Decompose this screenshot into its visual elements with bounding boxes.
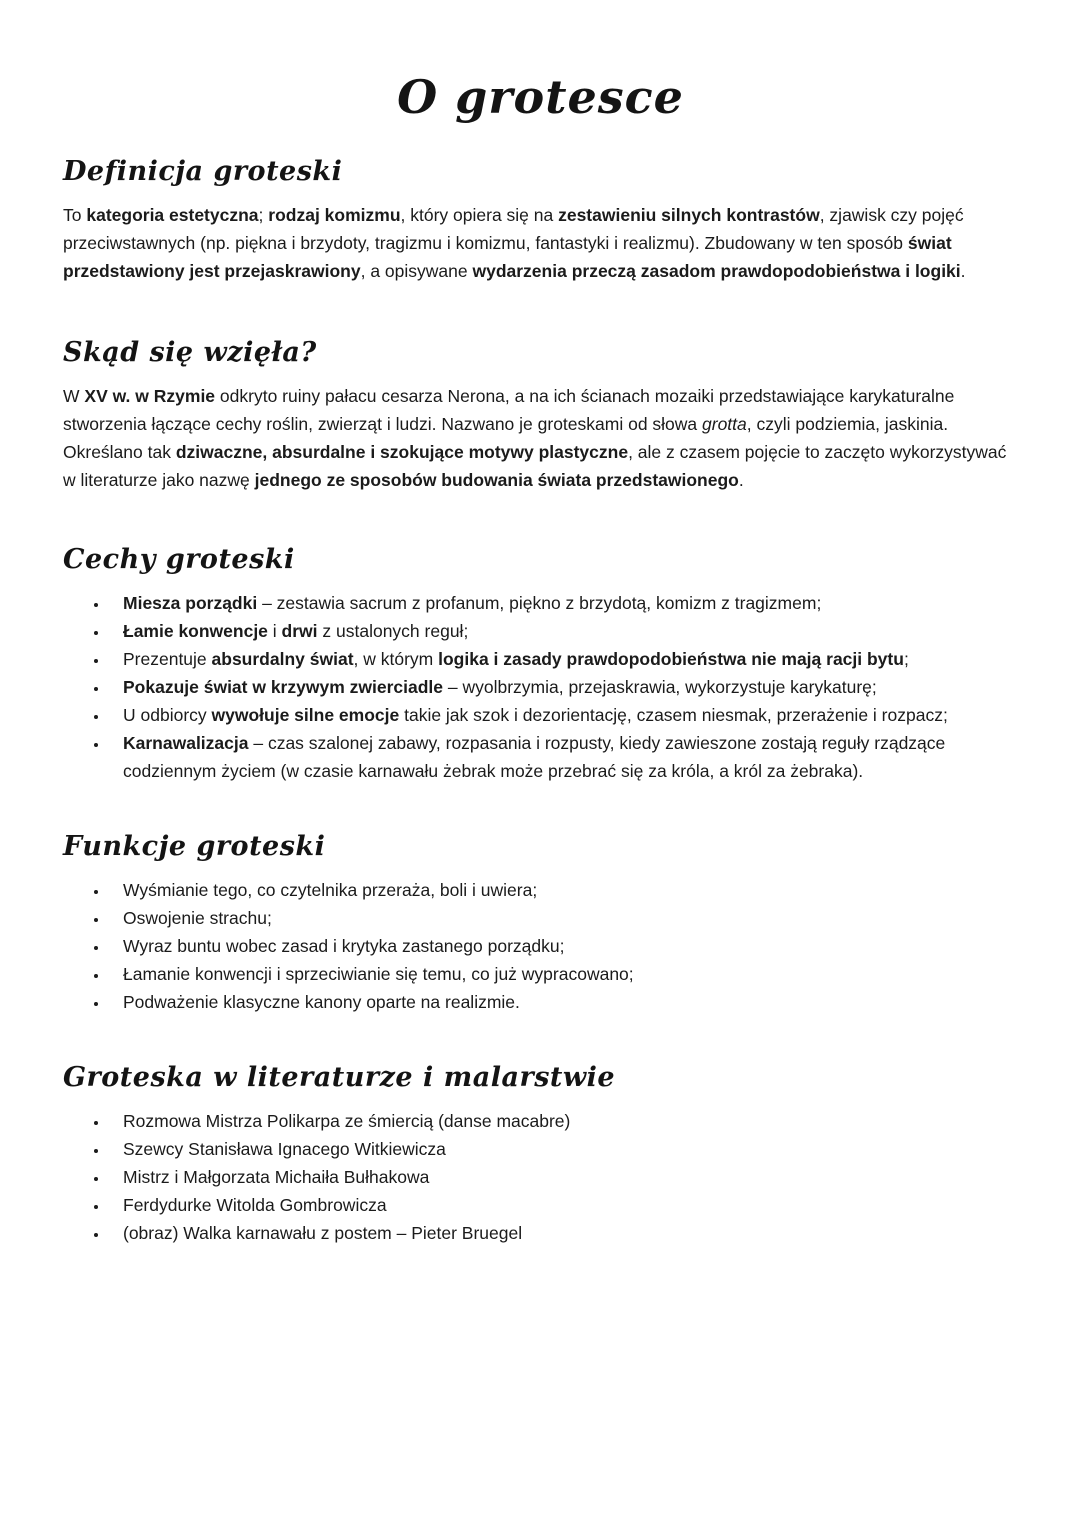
text-run: i (267, 621, 282, 641)
section-heading-cechy: Cechy groteski (63, 544, 295, 575)
text-run: kategoria estetyczna (86, 205, 259, 225)
text-run: To (63, 205, 87, 225)
text-run: U odbiorcy (123, 705, 212, 725)
text-run: ; (258, 205, 269, 225)
list-item (109, 589, 993, 617)
text-run: Podważenie klasyczne kanony oparte na realizmie. (123, 992, 520, 1012)
text-run: Łamanie konwencji i sprzeciwianie się temu, co już wypracowano; (123, 964, 634, 984)
text-run: W (63, 386, 85, 406)
text-run: świat przedstawiony jest przejaskrawiony (63, 233, 952, 281)
text-run: – czas szalonej zabawy, rozpasania i rozpusty, kiedy zawieszone zostają reguły rządzące codziennym życiem (w czasie karnawału żebrak może przebrać się za króla, a król za żebraka). (123, 733, 946, 781)
text-run: takie jak szok i dezorientację, czasem niesmak, przerażenie i rozpacz; (399, 705, 948, 725)
section-heading-skad: Skąd się wzięła? (63, 337, 317, 368)
text-run: Oswojenie strachu; (123, 908, 272, 928)
text-run: wywołuje silne emocje (211, 705, 400, 725)
section-cechy-groteski (63, 544, 1018, 785)
paragraph-definicja (63, 201, 1018, 285)
text-run: jednego ze sposobów budowania świata przedstawionego (254, 470, 739, 490)
text-run: rodzaj komizmu (268, 205, 401, 225)
section-heading-literatura: Groteska w literaturze i malarstwie (63, 1062, 616, 1093)
bullet-list-cechy (63, 589, 993, 785)
list-item (109, 1163, 993, 1191)
list-item (109, 988, 993, 1016)
document-title: O grotesce (397, 70, 684, 124)
text-run: , ale z czasem pojęcie to zaczęto wykorzystywać w literaturze jako nazwę (63, 442, 1007, 490)
bullet-list-funkcje (63, 876, 993, 1016)
text-run: Karnawalizacja (123, 733, 249, 753)
text-run: zestawieniu silnych kontrastów (558, 205, 820, 225)
list-item (109, 1135, 993, 1163)
list-item (109, 932, 993, 960)
list-item (109, 617, 993, 645)
list-item (109, 904, 993, 932)
list-item (109, 876, 993, 904)
text-run: Szewcy Stanisława Ignacego Witkiewicza (123, 1139, 446, 1159)
list-item (109, 1219, 993, 1247)
text-run: absurdalny świat (211, 649, 354, 669)
text-run: grotta (702, 414, 747, 434)
text-run: , w którym (353, 649, 439, 669)
bullet-list-literatura (63, 1107, 993, 1247)
text-run: , czyli podziemia, jaskinia. Określano tak (63, 414, 949, 462)
text-run: Łamie konwencje (123, 621, 268, 641)
list-item (109, 701, 993, 729)
text-run: dziwaczne, absurdalne i szokujące motywy plastyczne (175, 442, 629, 462)
list-item (109, 1191, 993, 1219)
text-run: Ferdydurke Witolda Gombrowicza (123, 1195, 387, 1215)
text-run: odkryto ruiny pałacu cesarza Nerona, a na ich ścianach mozaiki przedstawiające karykaturalne stworzenia łączące cechy roślin, zwierząt i ludzi. Nazwano je groteskami od słowa (63, 386, 955, 434)
text-run: Rozmowa Mistrza Polikarpa ze śmiercią (danse macabre) (123, 1111, 571, 1131)
list-item (109, 645, 993, 673)
text-run: z ustalonych reguł; (317, 621, 469, 641)
text-run: drwi (281, 621, 318, 641)
section-definicja-groteski (63, 156, 1018, 285)
text-run: , zjawisk czy pojęć przeciwstawnych (np. piękna i brzydoty, tragizmu i komizmu, fantastyki i realizmu). Zbudowany w ten sposób (63, 205, 964, 253)
text-run: . (738, 470, 744, 490)
list-item (109, 729, 993, 785)
text-run: XV w. w Rzymie (84, 386, 216, 406)
text-run: Miesza porządki (123, 593, 258, 613)
section-skad-sie-wziela (63, 337, 1018, 494)
text-run: , który opiera się na (400, 205, 559, 225)
text-run: Mistrz i Małgorzata Michaiła Bułhakowa (123, 1167, 430, 1187)
list-item (109, 673, 993, 701)
text-run: Wyśmianie tego, co czytelnika przeraża, boli i uwiera; (123, 880, 538, 900)
text-run: logika i zasady prawdopodobieństwa nie mają racji bytu (438, 649, 904, 669)
section-funkcje-groteski (63, 831, 1018, 1016)
text-run: Prezentuje (123, 649, 212, 669)
paragraph-skad (63, 382, 1018, 494)
section-heading-definicja: Definicja groteski (63, 156, 343, 187)
text-run: – wyolbrzymia, przejaskrawia, wykorzystuje karykaturę; (443, 677, 877, 697)
text-run: Pokazuje świat w krzywym zwierciadle (123, 677, 443, 697)
text-run: , a opisywane (360, 261, 473, 281)
section-groteska-w-literaturze (63, 1062, 1018, 1247)
section-heading-funkcje: Funkcje groteski (63, 831, 326, 862)
text-run: ; (903, 649, 909, 669)
list-item (109, 960, 993, 988)
list-item (109, 1107, 993, 1135)
text-run: wydarzenia przeczą zasadom prawdopodobieństwa i logiki (472, 261, 961, 281)
text-run: (obraz) Walka karnawału z postem – Pieter Bruegel (123, 1223, 523, 1243)
text-run: . (960, 261, 966, 281)
text-run: Wyraz buntu wobec zasad i krytyka zastanego porządku; (123, 936, 565, 956)
text-run: – zestawia sacrum z profanum, piękno z brzydotą, komizm z tragizmem; (257, 593, 822, 613)
